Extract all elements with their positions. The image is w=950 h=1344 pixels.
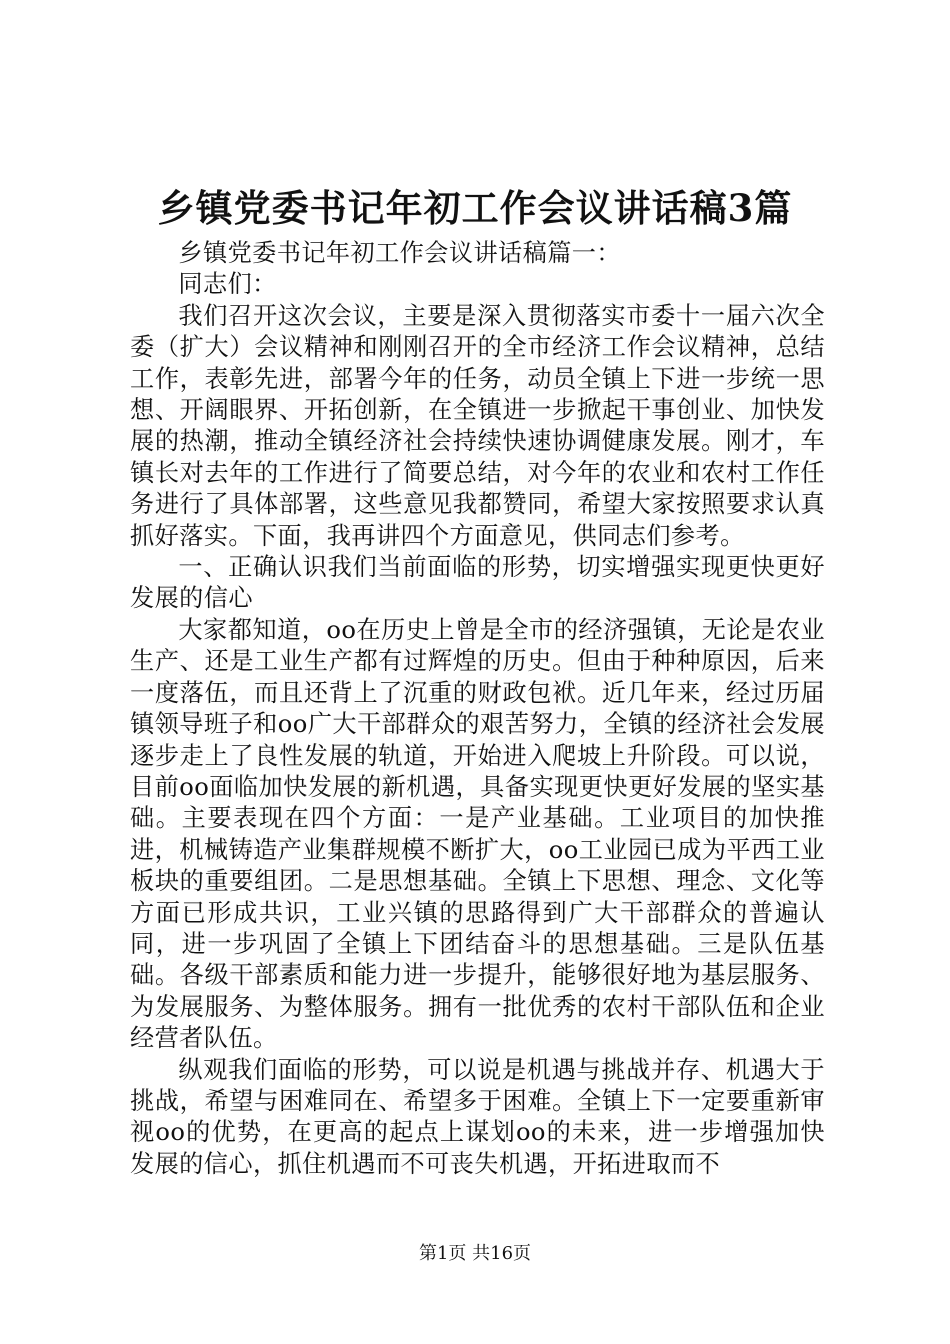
body-paragraph: 我们召开这次会议，主要是深入贯彻落实市委十一届六次全委（扩大）会议精神和刚刚召开的全市经济工作会议精神，总结工作，表彰先进，部署今年的任务，动员全镇上下进一步统一思想、开阔眼界、开拓创新，在全镇进一步掀起干事创业、加快发展的热潮，推动全镇经济社会持续快速协调健康发展。刚才，车镇长对去年的工作进行了简要总结，对今年的农业和农村工作任务进行了具体部署，这些意见我都赞同，希望大家按照要求认真抓好落实。下面，我再讲四个方面意见，供同志们参考。: [130, 301, 825, 550]
salutation: 同志们：: [178, 270, 277, 299]
body-paragraph: 纵观我们面临的形势，可以说是机遇与挑战并存、机遇大于挑战，希望与困难同在、希望多于困难。全镇上下一定要重新审视oo的优势，在更高的起点上谋划oo的未来，进一步增强加快发展的信心，抓住机遇而不可丧失机遇，开拓进取而不: [130, 1055, 825, 1178]
body-paragraph: 大家都知道，oo在历史上曾是全市的经济强镇，无论是农业生产、还是工业生产都有过辉煌的历史。但由于种种原因，后来一度落伍，而且还背上了沉重的财政包袱。近几年来，经过历届镇领导班子和oo广大干部群众的艰苦努力，全镇的经济社会发展逐步走上了良性发展的轨道，开始进入爬坡上升阶段。可以说，目前oo面临加快发展的新机遇，具备实现更快更好发展的坚实基础。主要表现在四个方面：一是产业基础。工业项目的加快推进，机械铸造产业集群规模不断扩大，oo工业园已成为平西工业板块的重要组团。二是思想基础。全镇上下思想、理念、文化等方面已形成共识，工业兴镇的思路得到广大干部群众的普遍认同，进一步巩固了全镇上下团结奋斗的思想基础。三是队伍基础。各级干部素质和能力进一步提升，能够很好地为基层服务、为发展服务、为整体服务。拥有一批优秀的农村干部队伍和企业经营者队伍。: [130, 615, 825, 1053]
section-heading: 一、正确认识我们当前面临的形势，切实增强实现更快更好发展的信心: [130, 553, 825, 613]
page-number-footer: 第1页 共16页: [418, 1243, 532, 1264]
document-title: 乡镇党委书记年初工作会议讲话稿3篇: [157, 186, 793, 230]
section-heading-part-one: 乡镇党委书记年初工作会议讲话稿篇一：: [178, 239, 621, 267]
document-body: [130, 238, 825, 1180]
